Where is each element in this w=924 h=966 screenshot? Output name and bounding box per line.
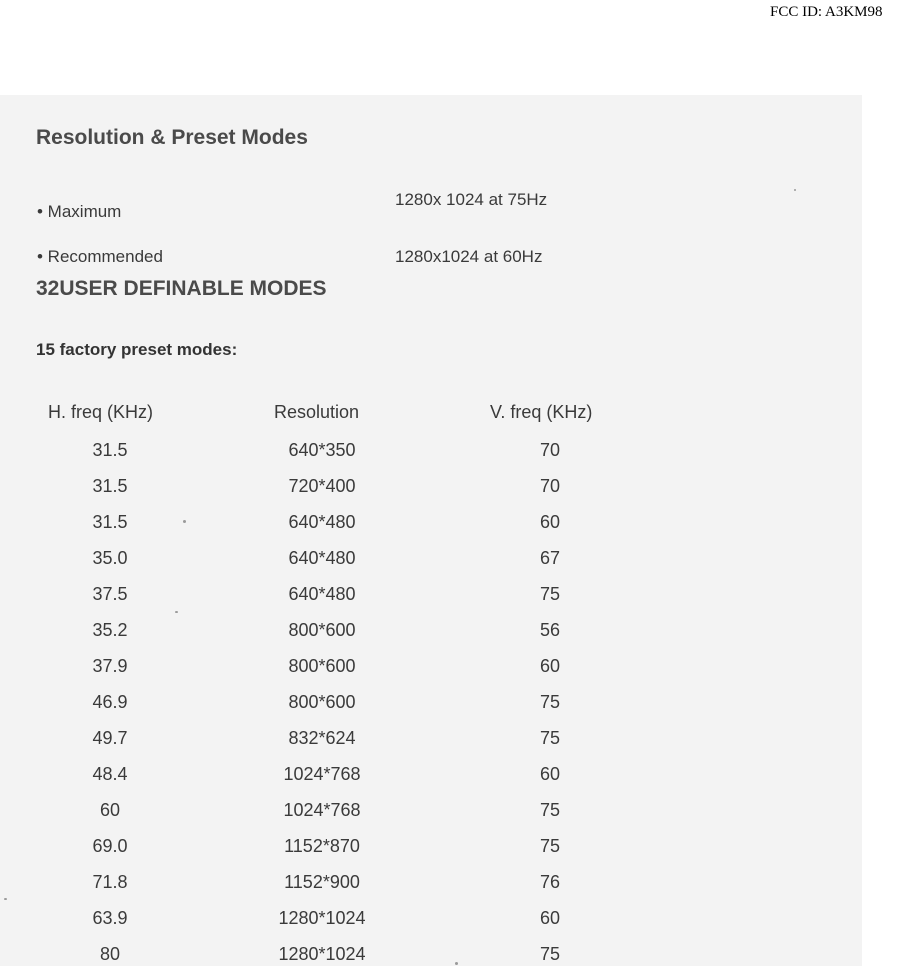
table-row: [0, 656, 862, 692]
page-title: Resolution & Preset Modes: [36, 126, 308, 149]
v-freq-cell: 75: [539, 944, 561, 964]
table-row: [0, 620, 862, 656]
resolution-cell: 640*480: [288, 584, 356, 604]
spec-label-maximum: • Maximum: [37, 202, 122, 221]
table-row: [0, 512, 862, 548]
scan-speck: [794, 189, 796, 191]
h-freq-cell: 71.8: [92, 872, 128, 892]
h-freq-cell: 69.0: [92, 836, 128, 856]
h-freq-cell: 49.7: [92, 728, 128, 748]
h-freq-cell: 37.5: [92, 584, 128, 604]
h-freq-cell: 35.0: [92, 548, 128, 568]
v-freq-cell: 70: [539, 440, 561, 460]
v-freq-cell: 60: [539, 908, 561, 928]
table-row: [0, 872, 862, 908]
h-freq-cell: 46.9: [92, 692, 128, 712]
resolution-cell: 800*600: [288, 692, 356, 712]
resolution-cell: 640*350: [288, 440, 356, 460]
h-freq-cell: 60: [99, 800, 121, 820]
h-freq-cell: 80: [99, 944, 121, 964]
resolution-cell: 720*400: [288, 476, 356, 496]
h-freq-cell: 63.9: [92, 908, 128, 928]
h-freq-cell: 31.5: [92, 476, 128, 496]
h-freq-cell: 31.5: [92, 512, 128, 532]
user-modes-heading: 32USER DEFINABLE MODES: [36, 277, 327, 300]
table-row: [0, 836, 862, 872]
v-freq-cell: 76: [539, 872, 561, 892]
v-freq-cell: 60: [539, 656, 561, 676]
spec-label-recommended: • Recommended: [37, 247, 163, 266]
v-freq-cell: 75: [539, 692, 561, 712]
h-freq-cell: 31.5: [92, 440, 128, 460]
spec-value-maximum: 1280x 1024 at 75Hz: [395, 190, 548, 209]
column-header-resolution: Resolution: [274, 402, 360, 422]
table-row: [0, 692, 862, 728]
resolution-cell: 832*624: [288, 728, 356, 748]
resolution-cell: 640*480: [288, 548, 356, 568]
v-freq-cell: 56: [539, 620, 561, 640]
resolution-cell: 800*600: [288, 620, 356, 640]
fcc-id-label: FCC ID: A3KM98: [770, 4, 883, 20]
v-freq-cell: 75: [539, 728, 561, 748]
resolution-cell: 800*600: [288, 656, 356, 676]
v-freq-cell: 70: [539, 476, 561, 496]
v-freq-cell: 67: [539, 548, 561, 568]
v-freq-cell: 75: [539, 836, 561, 856]
table-row: [0, 476, 862, 512]
factory-presets-heading: 15 factory preset modes:: [36, 340, 238, 359]
resolution-cell: 1024*768: [283, 764, 361, 784]
table-row: [0, 908, 862, 944]
spec-value-recommended: 1280x1024 at 60Hz: [395, 247, 543, 266]
h-freq-cell: 37.9: [92, 656, 128, 676]
h-freq-cell: 35.2: [92, 620, 128, 640]
resolution-cell: 1152*870: [284, 836, 360, 856]
resolution-cell: 1024*768: [283, 800, 361, 820]
column-header-v-freq: V. freq (KHz): [490, 402, 593, 422]
h-freq-cell: 48.4: [92, 764, 128, 784]
v-freq-cell: 75: [539, 800, 561, 820]
table-row: [0, 728, 862, 764]
table-row: [0, 764, 862, 800]
v-freq-cell: 75: [539, 584, 561, 604]
table-row: [0, 584, 862, 620]
resolution-cell: 1280*1024: [278, 908, 366, 928]
resolution-cell: 1280*1024: [278, 944, 366, 964]
table-row: [0, 800, 862, 836]
resolution-cell: 1152*900: [284, 872, 360, 892]
v-freq-cell: 60: [539, 512, 561, 532]
v-freq-cell: 60: [539, 764, 561, 784]
table-row: [0, 944, 862, 966]
resolution-cell: 640*480: [288, 512, 356, 532]
table-row: [0, 440, 862, 476]
column-header-h-freq: H. freq (KHz): [48, 402, 154, 422]
table-row: [0, 548, 862, 584]
